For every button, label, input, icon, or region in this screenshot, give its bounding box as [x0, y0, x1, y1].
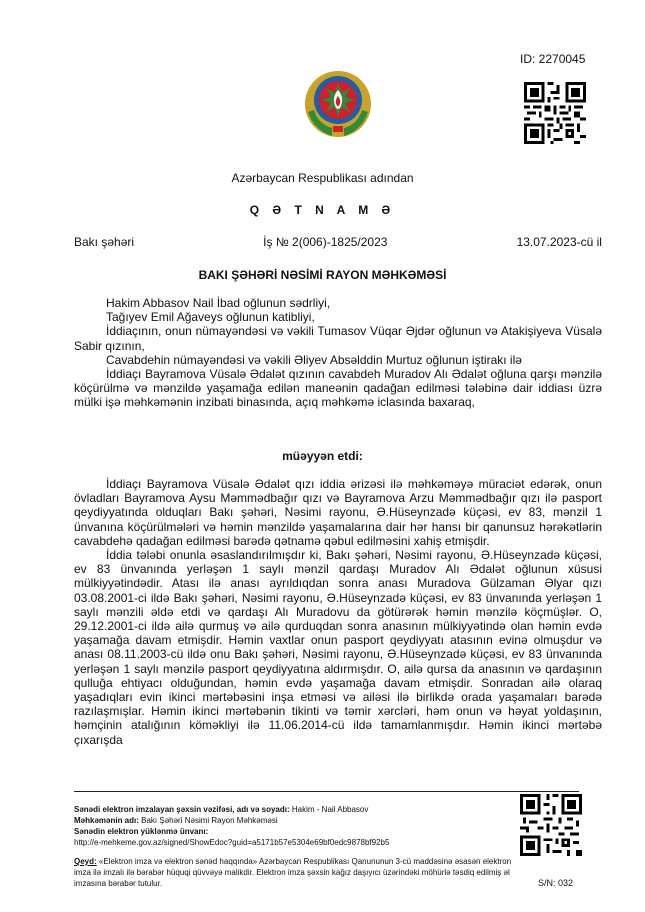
court-value: Bakı Şəhəri Nəsimi Rayon Məhkəməsi	[141, 816, 278, 825]
signer-label: Sənədi elektron imzalayan şəxsin vəzifəsi, adı və soyadı:	[74, 805, 290, 814]
intro-line: Tağıyev Emil Ağaveys oğlunun katibliyi,	[106, 310, 315, 325]
intro-line: Hakim Abbasov Nail İbad oğlunun sədrliyi,	[106, 296, 331, 310]
url-label: Sənədin elektron yüklənmə ünvanı:	[74, 827, 209, 836]
republic-line: Azərbaycan Respublikası adından	[231, 171, 414, 185]
body-paragraph: İddia tələbi onunla əsaslandırılmışdır ki, Bakı şəhəri, Nəsimi rayonu, Ə.Hüseynzadə küçəsi, ev 83 ünvanında yerləşən 1 saylı mənzil qardaşı Muradov Alı Ədalət oğlunun xüsusi mülkiyyətindədir. Atası ilə anası ayrıldıqdan sonra anası Muradova Gülzaman Əlyar qızı 03.08.2001-ci ildə Bakı şəhəri, Nəsimi rayonu, Ə.Hüseynzadə küçəsi, ev 83 ünvanında yerləşən 1 saylı mənzili əldə etdi və qardaşı Alı Muradovu da götürərək həmin mənzilə köçmüşlər. O, 29.12.2001-ci ildə ailə qurmuş və ailə qurduqdan sonra anasının mülkiyyətində olan həmin evdə yaşamağa davam etmişdir. Həmin vaxtlar onun pasport qeydiyyatı atasının evinə olmuşdur və anası 08.11.2003-cü ildə onu Bakı şəhəri, Nəsimi rayonu, Ə.Hüseynzadə küçəsi, ev 83 ünvanında yerləşən 1 saylı mənzilə pasport qeydiyyatına aldırmışdır. O, ailə qursa da anasının və qardaşının qulluğa ehtiyacı olduğundan, həmin evdə yaşamağa davam etmişdir. Sonradan ailə olaraq yaşadıqları evin ikinci mərtəbəsini inşa etməsi və ailəsi ilə birlikdə orada yaşamaları barədə razılaşmışlar. Həmin ikinci mərtəbənin tikinti və təmir xərcləri, həm onun və həyat yoldaşının, həmçinin atalığının köməkliyi ilə 11.06.2014-cü ildə tamamlanmışdır. Həmin ikinci mərtəbə çıxarışda	[74, 548, 602, 747]
document-title: Q Ə T N A M Ə	[249, 203, 396, 217]
case-number: İş № 2(006)-1825/2023	[263, 235, 388, 249]
intro-line: İddiaçı Bayramova Vüsalə Ədalət qızının cavabdeh Muradov Alı Ədalət oğluna qarşı mənzilə köçürülmə və mənzildə yaşamağa edilən maneənin qadağan edilməsi tələbinə dair iddiası üzrə mülki işə məhkəmənin inzibati binasında, açıq məhkəmə iclasında baxaraq,	[74, 367, 602, 410]
case-meta-row	[74, 235, 602, 249]
court-name: BAKI ŞƏHƏRİ NƏSİMİ RAYON MƏHKƏMƏSİ	[198, 268, 447, 282]
established-heading: müəyyən etdi:	[282, 449, 363, 463]
signature-footer	[74, 804, 514, 848]
document-id: ID: 2270045	[520, 52, 586, 66]
note-text: «Elektron imza və elektron sənəd haqqında» Azərbaycan Respublikası Qanununun 3-cü maddəsinə əsasən elektron imza ilə imzalı ilə bərabər hüquqi qüvvəyə malikdir. Elektron imza şəxsin kağız daşıyıcı üzərindəki möhürlə təsdiq edilmiş əl imzasına bərabər tutulur.	[74, 857, 512, 888]
footer-qr-code-icon	[520, 794, 582, 856]
body-section	[74, 477, 602, 747]
qr-code-icon	[524, 82, 586, 144]
city: Bakı şəhəri	[74, 235, 135, 249]
intro-line: Cavabdehin nümayəndəsi və vəkili Əliyev Absəlddin Murtuz oğlunun iştirakı ilə	[106, 352, 522, 367]
decision-date: 13.07.2023-cü il	[516, 235, 602, 249]
signer-value: Hakim - Nail Abbasov	[291, 805, 369, 814]
coat-of-arms-icon	[302, 68, 374, 140]
serial-number: S/N: 032	[538, 878, 574, 888]
court-label: Məhkəmənin adı:	[74, 816, 139, 825]
document-url[interactable]: http://e-mehkeme.gov.az/signed/ShowEdoc?guid=a5171b57e5304e69bf0edc9878bf92b5	[74, 838, 390, 847]
intro-line: İddiaçının, onun nümayəndəsi və vəkili Tumasov Vüqar Əjdər oğlunun və Atakişiyeva Vüsalə Sabir qızının,	[74, 324, 602, 353]
note-label: Qeyd:	[74, 857, 97, 866]
footer-divider	[74, 791, 579, 792]
legal-note	[74, 856, 514, 889]
body-paragraph: İddiaçı Bayramova Vüsalə Ədalət qızı iddia ərizəsi ilə məhkəməyə müraciət edərək, onun övladları Bayramova Aysu Məmmədbağır qızı və Bayramova Arzu Məmmədbağır qızı ilə pasport qeydiyyatında olduqları Bakı şəhəri, Nəsimi rayonu, Ə.Hüseynzadə küçəsi, ev 83, mənzil 1 ünvanına köçürülmələri və həmin mənzildə yaşamalarına dair hər hansı bir qanunsuz hərəkətlərin cavabdehə qadağan edilməsi barədə qətnamə qəbul edilməsini xahiş etmişdir.	[74, 477, 602, 548]
intro-section	[74, 296, 602, 410]
